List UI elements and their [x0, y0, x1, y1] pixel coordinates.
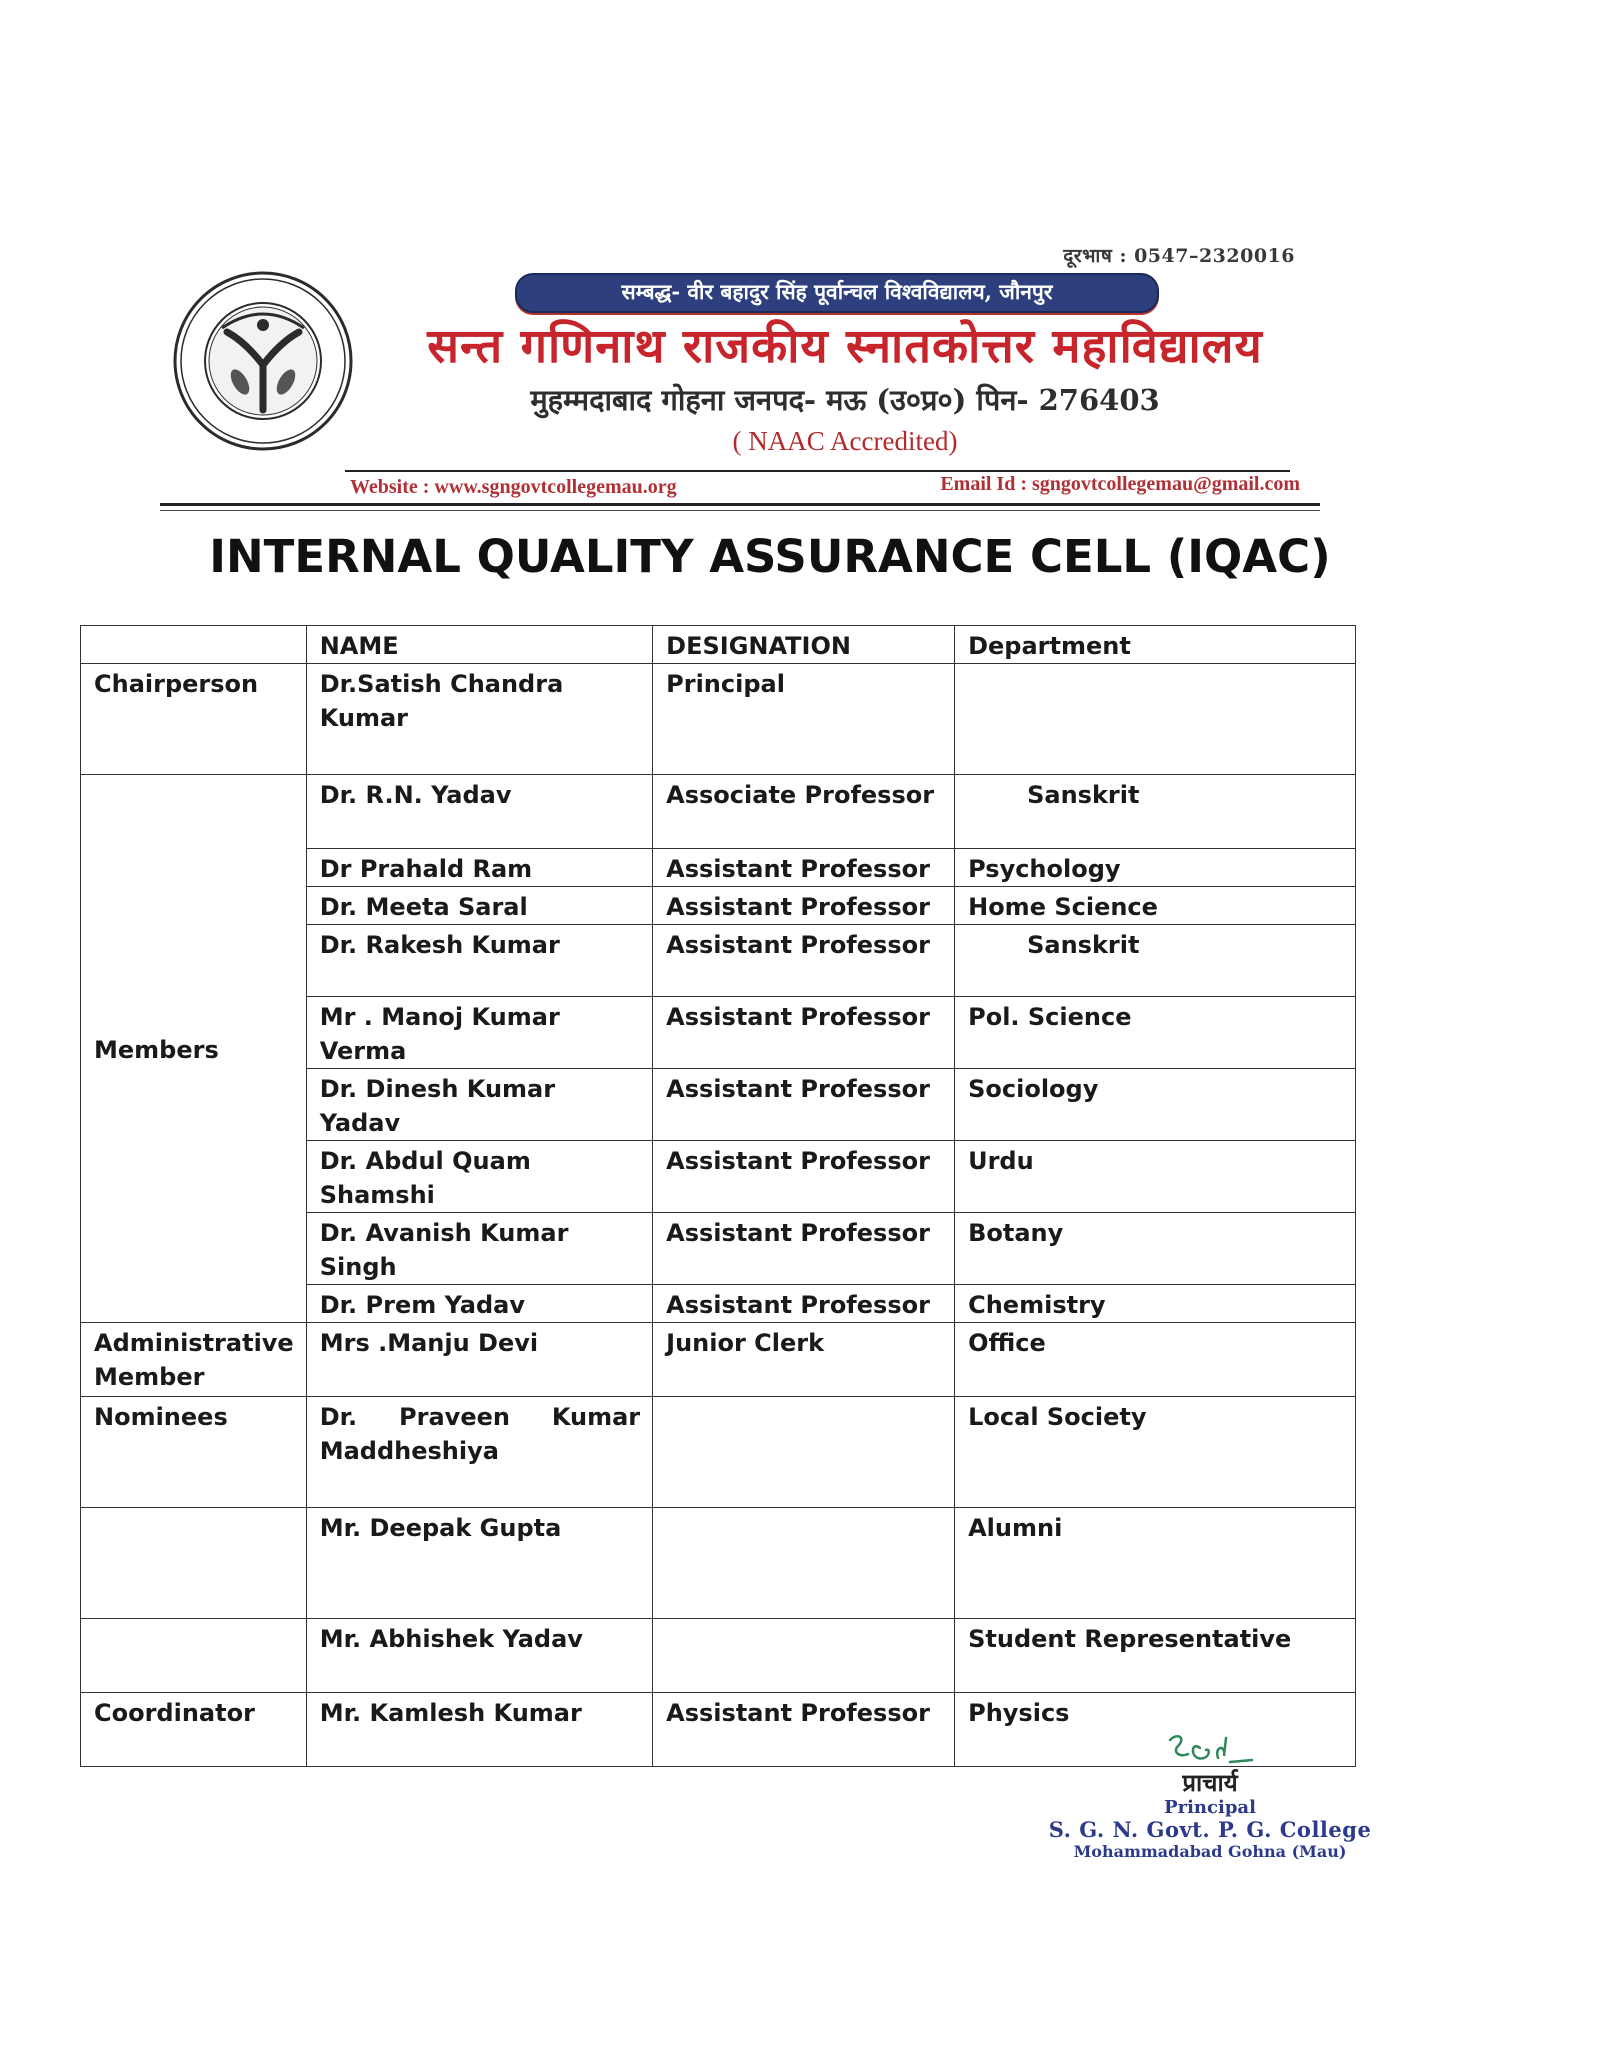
designation-cell: Assistant Professor — [653, 887, 955, 925]
department-cell: Physics — [955, 1693, 1356, 1767]
name-cell: Dr. Avanish Kumar Singh — [306, 1213, 652, 1285]
letterhead-bottom-rule — [160, 503, 1320, 506]
stamp-place: Mohammadabad Gohna (Mau) — [1073, 1842, 1347, 1861]
designation-cell: Assistant Professor — [653, 997, 955, 1069]
designation-cell: Assistant Professor — [653, 1693, 955, 1767]
stamp-role: Principal — [1164, 1797, 1256, 1818]
phone-number: दूरभाष : 0547–2320016 — [1063, 245, 1295, 267]
department-cell: Sociology — [955, 1069, 1356, 1141]
name-cell: Dr Prahald Ram — [306, 849, 652, 887]
designation-cell: Assistant Professor — [653, 1285, 955, 1323]
name-cell: Dr. R.N. Yadav — [306, 775, 652, 849]
name-line-2: Maddheshiya — [319, 1437, 499, 1465]
name-cell: Dr. Abdul Quam Shamshi — [306, 1141, 652, 1213]
letterhead — [160, 230, 1320, 498]
header-role — [81, 626, 307, 664]
table-row — [81, 1619, 1356, 1693]
designation-cell — [653, 1508, 955, 1619]
designation-cell: Assistant Professor — [653, 925, 955, 997]
table-header-row — [81, 626, 1356, 664]
name-cell: Dr. Prem Yadav — [306, 1285, 652, 1323]
designation-cell — [653, 1397, 955, 1508]
iqac-table — [80, 625, 1356, 1767]
college-seal-icon — [172, 270, 354, 452]
role-cell — [81, 1619, 307, 1693]
department-cell: Psychology — [955, 849, 1356, 887]
designation-cell: Junior Clerk — [653, 1323, 955, 1397]
designation-cell: Assistant Professor — [653, 1213, 955, 1285]
name-cell: Dr. Meeta Saral — [306, 887, 652, 925]
department-cell: Urdu — [955, 1141, 1356, 1213]
table-row — [81, 664, 1356, 775]
role-cell — [81, 1508, 307, 1619]
designation-cell: Assistant Professor — [653, 849, 955, 887]
department-cell: Pol. Science — [955, 997, 1356, 1069]
designation-cell: Assistant Professor — [653, 1141, 955, 1213]
table-row — [81, 1323, 1356, 1397]
header-department: Department — [955, 626, 1356, 664]
principal-stamp — [1000, 1768, 1420, 1862]
designation-cell: Assistant Professor — [653, 1069, 955, 1141]
role-cell-members: Members — [81, 775, 307, 1323]
name-cell: Mr. Kamlesh Kumar — [306, 1693, 652, 1767]
department-cell: Botany — [955, 1213, 1356, 1285]
header-name: NAME — [306, 626, 652, 664]
website-text: Website : www.sgngovtcollegemau.org — [350, 476, 677, 498]
letterhead-bottom-rule-thin — [160, 510, 1320, 511]
role-cell: Chairperson — [81, 664, 307, 775]
department-cell — [955, 664, 1356, 775]
name-word: Kumar — [551, 1403, 641, 1431]
role-cell: Administrative Member — [81, 1323, 307, 1397]
name-cell: Dr.Satish Chandra Kumar — [306, 664, 652, 775]
name-word: Praveen — [399, 1403, 510, 1431]
designation-cell: Principal — [653, 664, 955, 775]
name-cell: Dr. Dinesh Kumar Yadav — [306, 1069, 652, 1141]
page-title: INTERNAL QUALITY ASSURANCE CELL (IQAC) — [209, 530, 1331, 583]
department-cell: Student Representative — [955, 1619, 1356, 1693]
table-row — [81, 1508, 1356, 1619]
name-cell: Dr. Rakesh Kumar — [306, 925, 652, 997]
college-name: सन्त गणिनाथ राजकीय स्नातकोत्तर महाविद्यालय — [427, 319, 1263, 374]
name-cell: Mr . Manoj Kumar Verma — [306, 997, 652, 1069]
stamp-hindi-title: प्राचार्य — [1182, 1768, 1238, 1797]
table-row — [81, 775, 1356, 849]
name-word: Dr. — [319, 1403, 358, 1431]
role-cell: Nominees — [81, 1397, 307, 1508]
department-cell: Home Science — [955, 887, 1356, 925]
name-line-1 — [320, 1400, 640, 1434]
name-cell: Mr. Abhishek Yadav — [306, 1619, 652, 1693]
name-cell — [306, 1397, 652, 1508]
designation-cell — [653, 1619, 955, 1693]
header-designation: DESIGNATION — [653, 626, 955, 664]
affiliation-banner: सम्बद्ध- वीर बहादुर सिंह पूर्वान्चल विश्वविद्यालय, जौनपुर — [515, 273, 1159, 313]
table-row — [81, 1397, 1356, 1508]
name-cell: Mr. Deepak Gupta — [306, 1508, 652, 1619]
letterhead-divider — [345, 470, 1290, 472]
department-cell: Local Society — [955, 1397, 1356, 1508]
stamp-college: S. G. N. Govt. P. G. College — [1048, 1817, 1372, 1842]
role-cell: Coordinator — [81, 1693, 307, 1767]
naac-accreditation: ( NAAC Accredited) — [732, 426, 958, 456]
department-cell: Office — [955, 1323, 1356, 1397]
college-address: मुहम्मदाबाद गोहना जनपद- मऊ (उ०प्र०) पिन- 276403 — [530, 383, 1160, 417]
name-cell: Mrs .Manju Devi — [306, 1323, 652, 1397]
department-cell: Alumni — [955, 1508, 1356, 1619]
department-cell: Chemistry — [955, 1285, 1356, 1323]
department-cell: Sanskrit — [955, 925, 1356, 997]
designation-cell: Associate Professor — [653, 775, 955, 849]
department-cell: Sanskrit — [955, 775, 1356, 849]
email-text: Email Id : sgngovtcollegemau@gmail.com — [940, 473, 1300, 495]
